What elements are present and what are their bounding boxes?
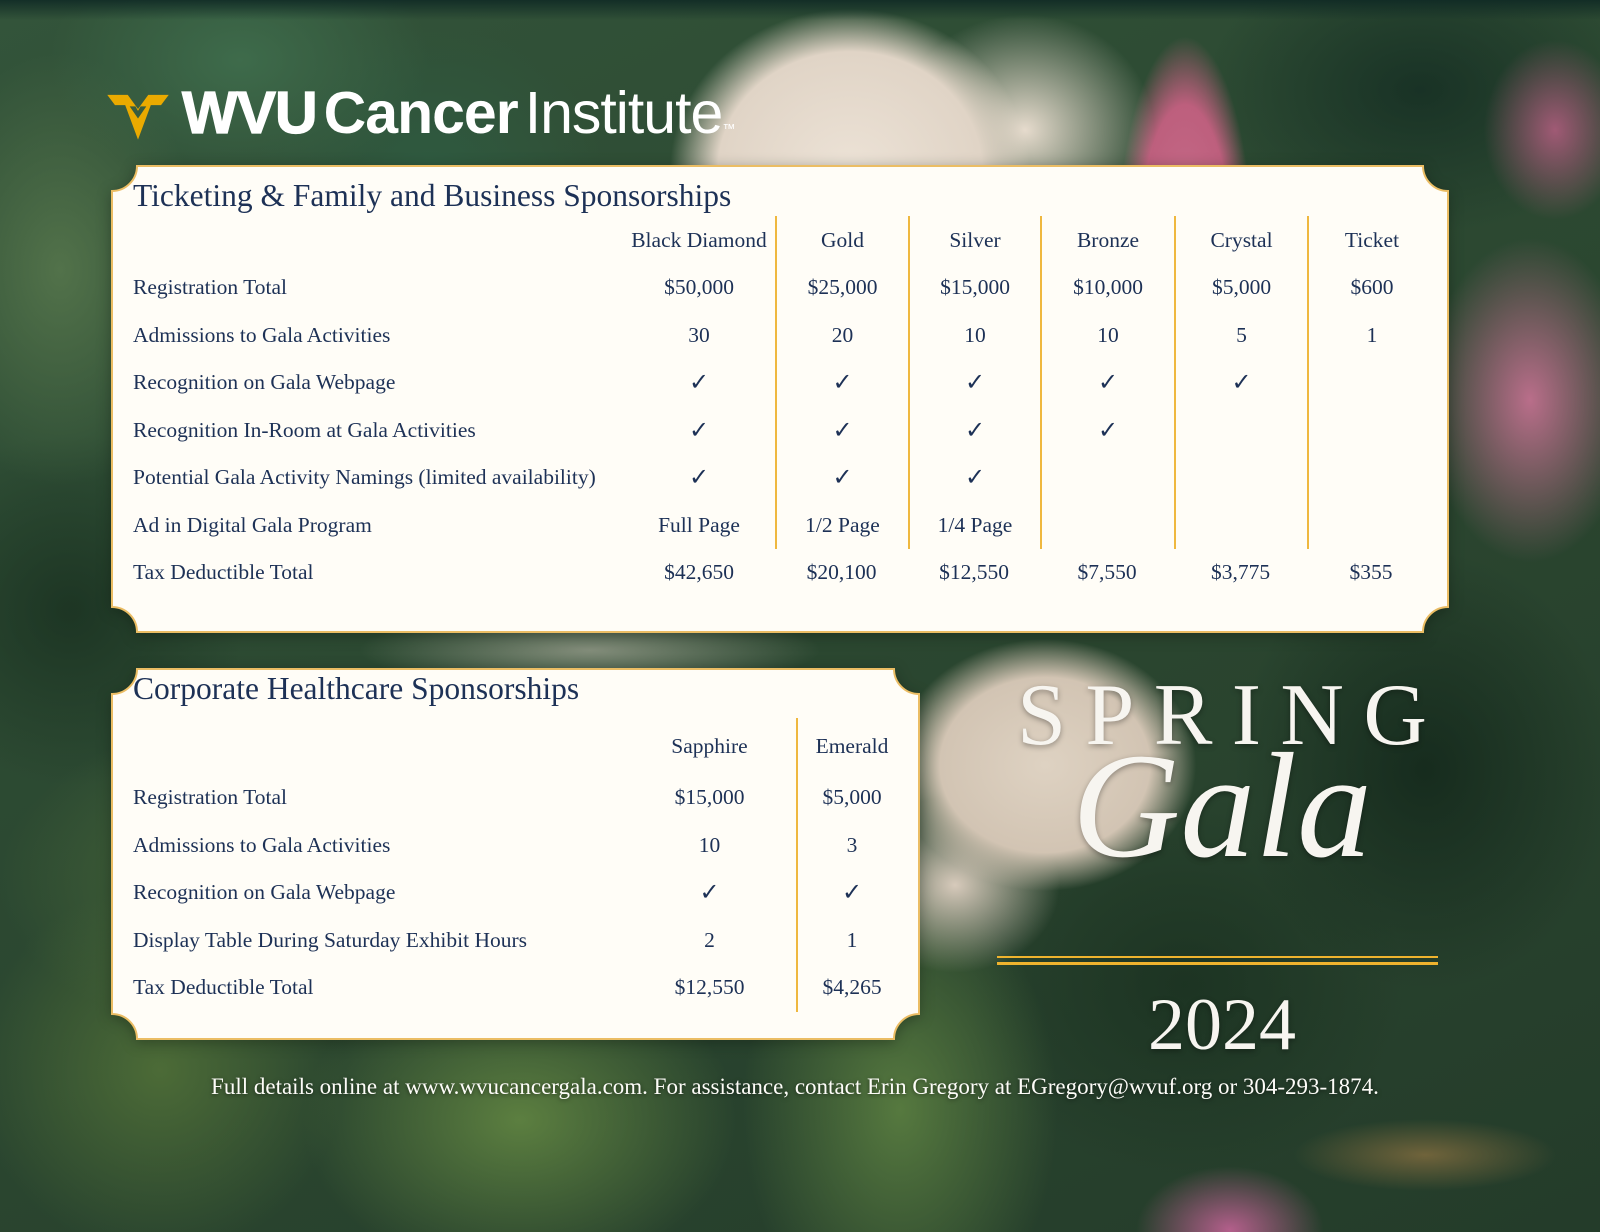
corporate-sponsorships-panel bbox=[111, 668, 920, 1040]
column-header-spacer bbox=[133, 718, 623, 774]
cell-value bbox=[1040, 454, 1174, 502]
cell-value: 30 bbox=[688, 322, 710, 347]
year-text: 2024 bbox=[1148, 984, 1296, 1066]
logo-wvu: WVU bbox=[182, 80, 317, 146]
cell-value: $600 bbox=[1307, 264, 1435, 312]
spring-gala-wordmark bbox=[950, 667, 1494, 1096]
cell-value bbox=[1174, 454, 1307, 502]
cell-value: $5,000 bbox=[796, 774, 906, 822]
column-header-spacer bbox=[133, 216, 623, 264]
gold-double-rule bbox=[997, 956, 1438, 965]
column-header: Bronze bbox=[1040, 216, 1174, 264]
cell-value: $25,000 bbox=[775, 264, 908, 312]
cell-value: $7,550 bbox=[1077, 560, 1137, 585]
ticketing-panel-title: Ticketing & Family and Business Sponsorships bbox=[133, 178, 732, 213]
cell-value: 5 bbox=[1174, 312, 1307, 360]
wvu-logo bbox=[106, 80, 735, 158]
row-label: Tax Deductible Total bbox=[133, 560, 314, 585]
checkmark: ✓ bbox=[1174, 359, 1307, 407]
checkmark: ✓ bbox=[1040, 407, 1174, 455]
cell-value: $12,550 bbox=[674, 975, 745, 1000]
cell-value: 10 bbox=[698, 832, 721, 857]
row-label: Tax Deductible Total bbox=[133, 975, 314, 1000]
checkmark: ✓ bbox=[908, 454, 1040, 502]
row-label: Recognition on Gala Webpage bbox=[133, 370, 396, 395]
cell-value: $12,550 bbox=[939, 560, 1009, 585]
corporate-sponsorship-table bbox=[133, 718, 906, 1012]
cell-value: 20 bbox=[775, 312, 908, 360]
row-label: Recognition In-Room at Gala Activities bbox=[133, 417, 476, 442]
checkmark: ✓ bbox=[775, 407, 908, 455]
cell-value: 1/2 Page bbox=[775, 502, 908, 550]
flying-wv-icon bbox=[106, 87, 170, 145]
cell-value bbox=[1307, 454, 1435, 502]
cell-value bbox=[1040, 502, 1174, 550]
cell-value bbox=[1307, 502, 1435, 550]
cell-value bbox=[1174, 407, 1307, 455]
cell-value bbox=[1307, 407, 1435, 455]
cell-value: $3,775 bbox=[1210, 560, 1271, 585]
cell-value: 1 bbox=[796, 917, 906, 965]
cell-value: $15,000 bbox=[674, 785, 745, 810]
ticketing-sponsorship-table bbox=[133, 216, 1435, 597]
cell-value: 1/4 Page bbox=[908, 502, 1040, 550]
spring-text: SPRING bbox=[1017, 667, 1447, 764]
cell-value: $4,265 bbox=[796, 964, 906, 1012]
cell-value: 10 bbox=[908, 312, 1040, 360]
footer-contact-note: Full details online at www.wvucancergala.com. For assistance, contact Erin Gregory at EGregory@wvuf.org or 304-293-1874. bbox=[211, 1074, 1379, 1099]
checkmark: ✓ bbox=[775, 454, 908, 502]
cell-value: $5,000 bbox=[1174, 264, 1307, 312]
column-header: Sapphire bbox=[671, 733, 748, 758]
gala-script-text: Gala bbox=[1072, 723, 1372, 890]
checkmark: ✓ bbox=[908, 359, 1040, 407]
checkmark: ✓ bbox=[688, 370, 710, 397]
column-header: Crystal bbox=[1174, 216, 1307, 264]
checkmark: ✓ bbox=[775, 359, 908, 407]
cell-value: $50,000 bbox=[664, 275, 734, 300]
cell-value: 2 bbox=[704, 927, 715, 952]
row-label: Ad in Digital Gala Program bbox=[133, 512, 372, 537]
row-label: Registration Total bbox=[133, 275, 287, 300]
cell-value: $355 bbox=[1349, 560, 1393, 585]
checkmark: ✓ bbox=[688, 465, 710, 492]
checkmark: ✓ bbox=[796, 869, 906, 917]
cell-value bbox=[1174, 502, 1307, 550]
cell-value bbox=[1307, 359, 1435, 407]
cell-value: $10,000 bbox=[1040, 264, 1174, 312]
corporate-panel-title: Corporate Healthcare Sponsorships bbox=[133, 671, 580, 706]
cell-value: 1 bbox=[1307, 312, 1435, 360]
checkmark: ✓ bbox=[699, 880, 720, 907]
cell-value: $20,100 bbox=[806, 560, 877, 585]
cell-value: 10 bbox=[1040, 312, 1174, 360]
cell-value: Full Page bbox=[658, 512, 740, 537]
cell-value: 3 bbox=[796, 822, 906, 870]
checkmark: ✓ bbox=[1040, 359, 1174, 407]
row-label: Recognition on Gala Webpage bbox=[133, 880, 396, 905]
wvu-logo-text bbox=[182, 80, 735, 158]
cell-value: $42,650 bbox=[664, 560, 734, 585]
ticketing-sponsorships-panel bbox=[111, 165, 1449, 633]
trademark-symbol: ™ bbox=[722, 121, 735, 136]
column-header: Ticket bbox=[1307, 216, 1435, 264]
cell-value: $15,000 bbox=[908, 264, 1040, 312]
row-label: Admissions to Gala Activities bbox=[133, 322, 391, 347]
column-header: Black Diamond bbox=[631, 227, 767, 252]
column-header: Gold bbox=[775, 216, 908, 264]
checkmark: ✓ bbox=[908, 407, 1040, 455]
row-label: Admissions to Gala Activities bbox=[133, 832, 391, 857]
column-header: Emerald bbox=[796, 718, 906, 774]
row-label: Potential Gala Activity Namings (limited availability) bbox=[133, 465, 596, 490]
checkmark: ✓ bbox=[688, 417, 710, 444]
logo-cancer: Cancer bbox=[323, 80, 518, 146]
row-label: Registration Total bbox=[133, 785, 287, 810]
row-label: Display Table During Saturday Exhibit Hours bbox=[133, 927, 528, 952]
logo-institute: Institute bbox=[524, 80, 723, 146]
column-header: Silver bbox=[908, 216, 1040, 264]
